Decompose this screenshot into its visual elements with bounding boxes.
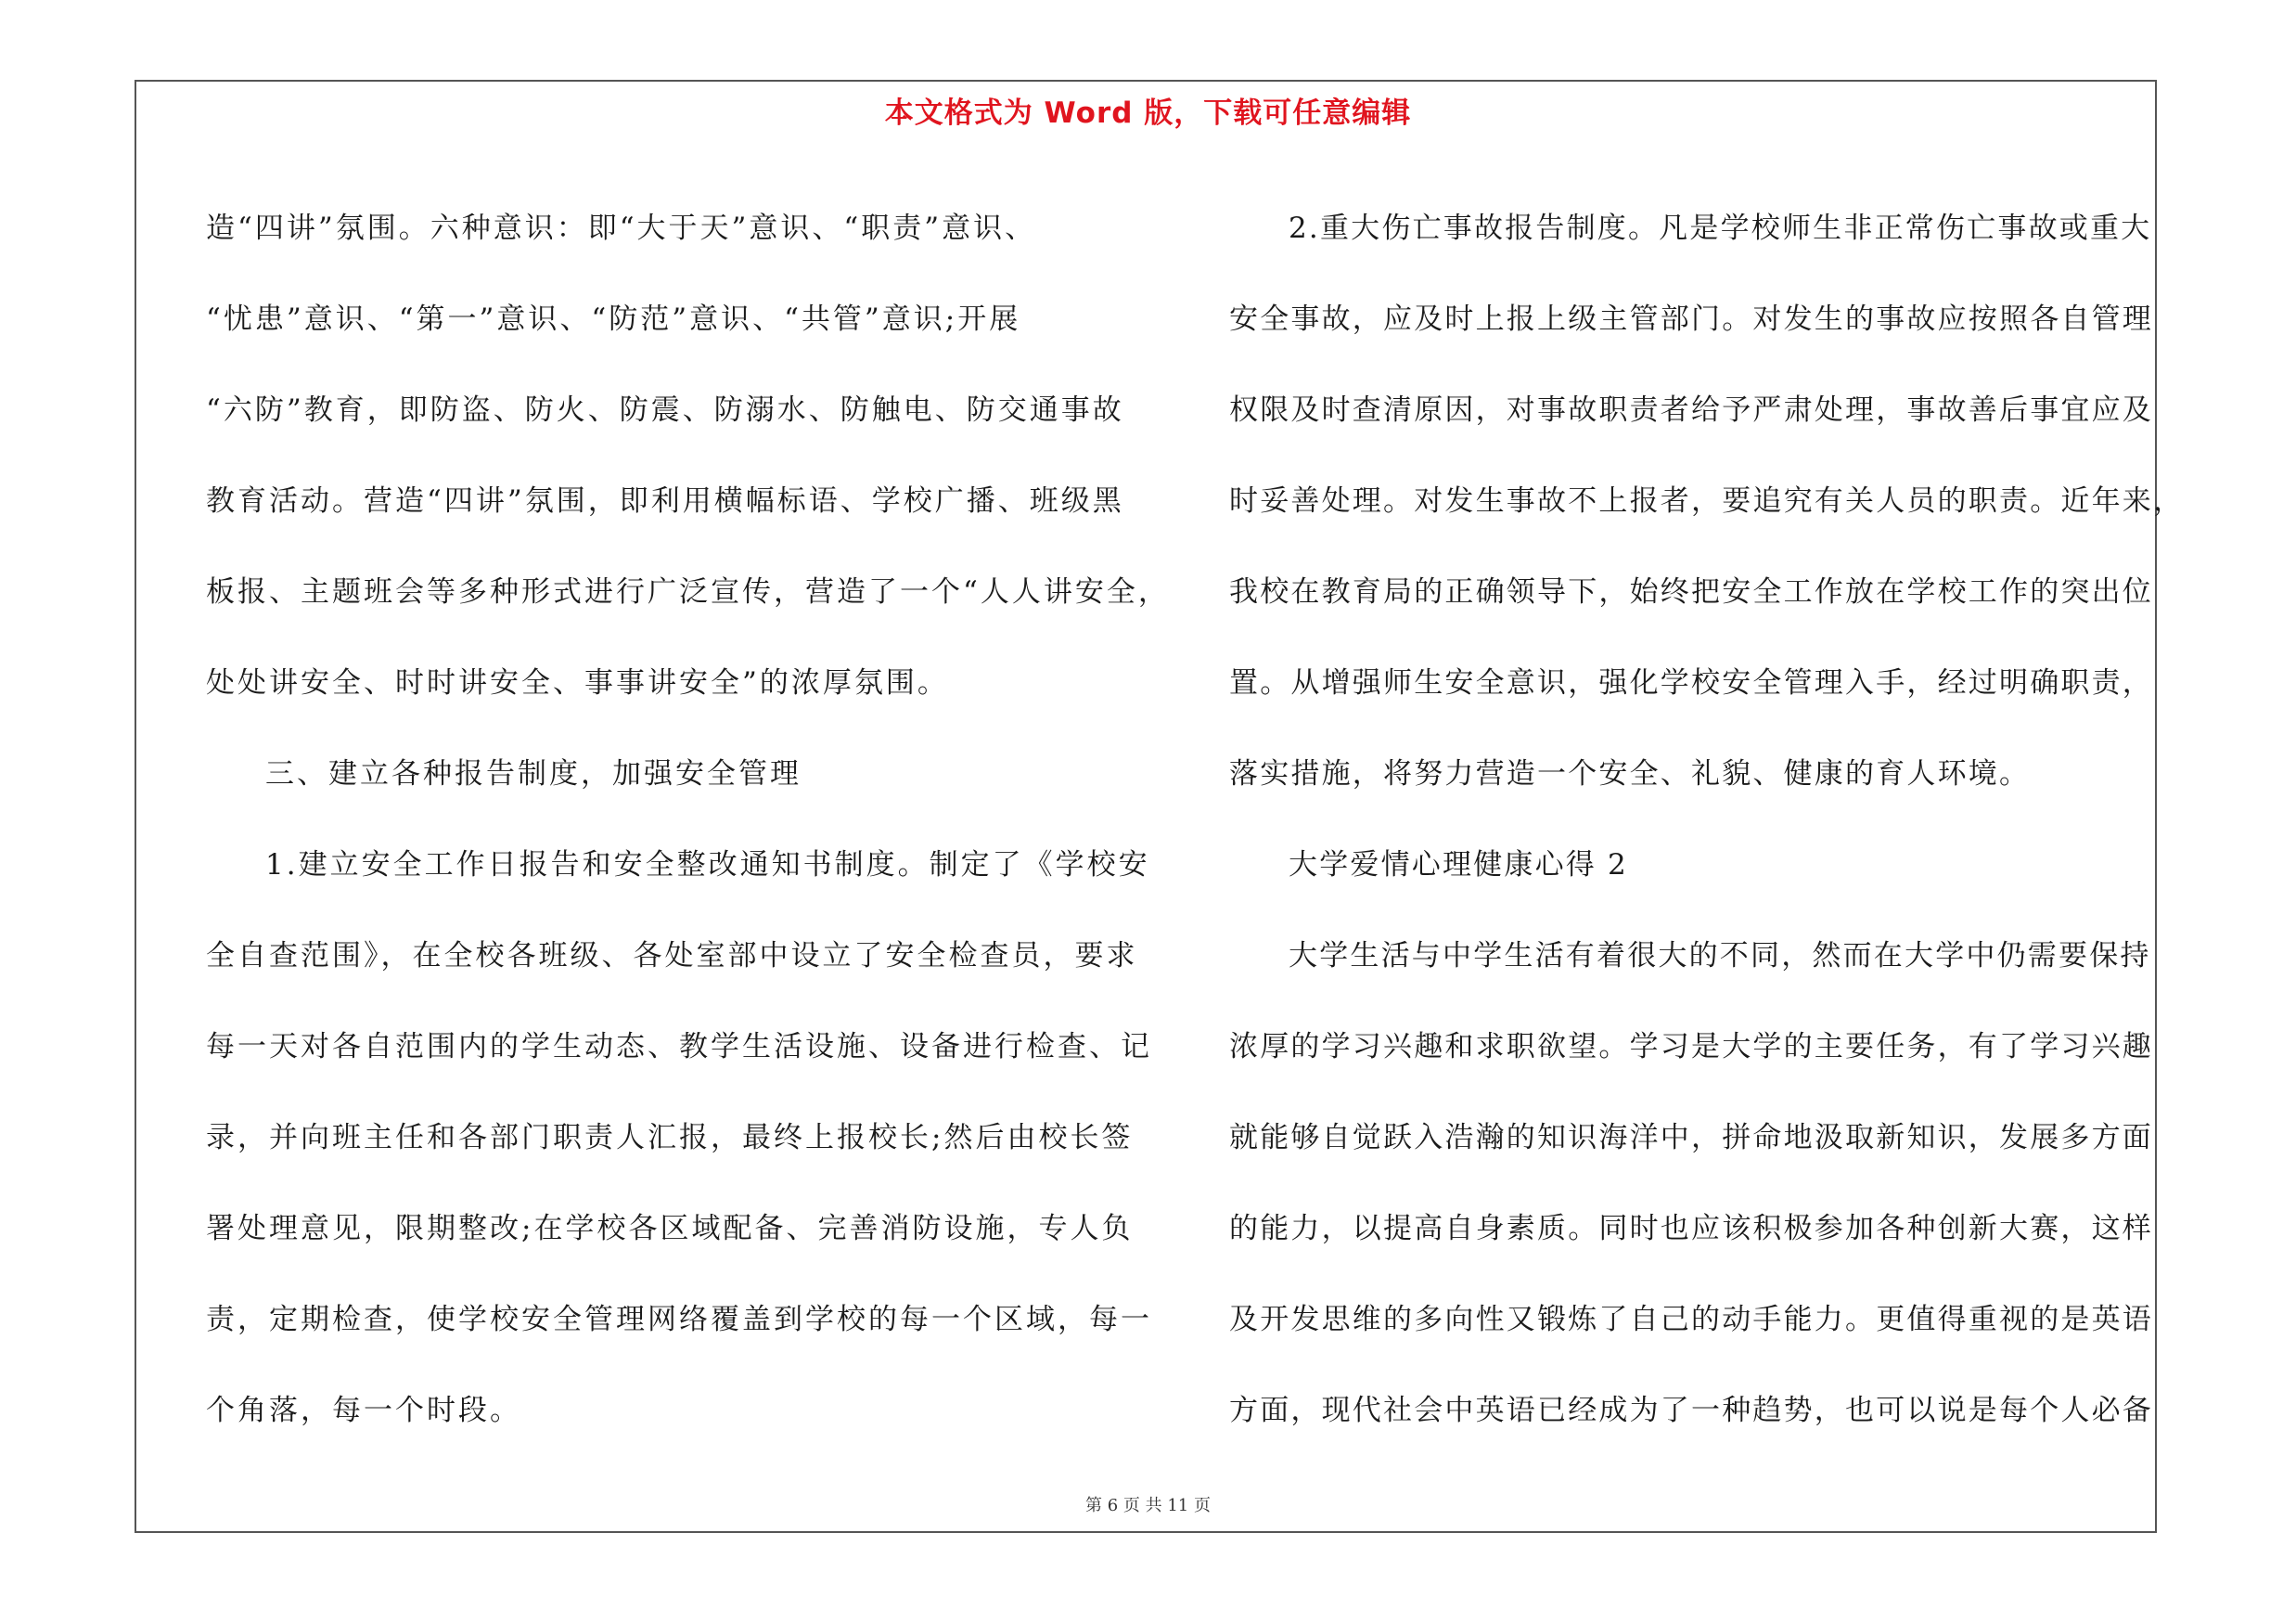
text-line: “忧患”意识、“第一”意识、“防范”意识、“共管”意识;开展 [206, 303, 1021, 336]
text-line: 处处讲安全、时时讲安全、事事讲安全”的浓厚氛围。 [206, 666, 949, 700]
text-line: 每一天对各自范围内的学生动态、教学生活设施、设备进行检查、记 [206, 1030, 1152, 1063]
text-line: 及开发思维的多向性又锻炼了自己的动手能力。更值得重视的是英语 [1229, 1303, 2153, 1336]
text-line: “六防”教育，即防盗、防火、防震、防溺水、防触电、防交通事故 [206, 393, 1124, 427]
text-line: 责，定期检查，使学校安全管理网络覆盖到学校的每一个区域，每一 [206, 1303, 1152, 1336]
text-line: 教育活动。营造“四讲”氛围，即利用横幅标语、学校广播、班级黑 [206, 484, 1124, 518]
text-line: 2.重大伤亡事故报告制度。凡是学校师生非正常伤亡事故或重大 [1289, 212, 2152, 245]
text-line: 就能够自觉跃入浩瀚的知识海洋中，拼命地汲取新知识，发展多方面 [1229, 1121, 2153, 1154]
text-line: 录，并向班主任和各部门职责人汇报，最终上报校长;然后由校长签 [206, 1121, 1134, 1154]
text-line: 时妥善处理。对发生事故不上报者，要追究有关人员的职责。近年来， [1229, 484, 2185, 518]
text-line: 置。从增强师生安全意识，强化学校安全管理入手，经过明确职责， [1229, 666, 2153, 700]
text-line: 权限及时查清原因，对事故职责者给予严肃处理，事故善后事宜应及 [1229, 393, 2153, 427]
text-line: 全自查范围》，在全校各班级、各处室部中设立了安全检查员，要求 [206, 939, 1138, 973]
right-text-column [1229, 183, 2185, 1456]
section-heading: 大学爱情心理健康心得 2 [1289, 848, 1628, 882]
text-line: 个角落，每一个时段。 [206, 1394, 521, 1427]
section-heading: 三、建立各种报告制度，加强安全管理 [265, 757, 802, 791]
text-line: 安全事故，应及时上报上级主管部门。对发生的事故应按照各自管理 [1229, 303, 2153, 336]
left-text-column [206, 183, 1170, 1456]
page-number-footer: 第 6 页 共 11 页 [1085, 1496, 1211, 1515]
text-line: 方面，现代社会中英语已经成为了一种趋势，也可以说是每个人必备 [1229, 1394, 2153, 1427]
text-line: 板报、主题班会等多种形式进行广泛宣传，营造了一个“人人讲安全， [206, 575, 1170, 609]
text-line: 我校在教育局的正确领导下，始终把安全工作放在学校工作的突出位 [1229, 575, 2153, 609]
text-line: 浓厚的学习兴趣和求职欲望。学习是大学的主要任务，有了学习兴趣 [1229, 1030, 2153, 1063]
text-line: 落实措施，将努力营造一个安全、礼貌、健康的育人环境。 [1229, 757, 2031, 791]
text-line: 署处理意见，限期整改;在学校各区域配备、完善消防设施，专人负 [206, 1212, 1134, 1245]
text-line: 的能力，以提高自身素质。同时也应该积极参加各种创新大赛，这样 [1229, 1212, 2153, 1245]
text-line: 1.建立安全工作日报告和安全整改通知书制度。制定了《学校安 [265, 848, 1150, 882]
editable-notice-banner: 本文格式为 Word 版，下载可任意编辑 [884, 97, 1412, 130]
text-line: 大学生活与中学生活有着很大的不同，然而在大学中仍需要保持 [1289, 939, 2151, 973]
text-line: 造“四讲”氛围。六种意识：即“大于天”意识、“职责”意识、 [206, 212, 1037, 245]
